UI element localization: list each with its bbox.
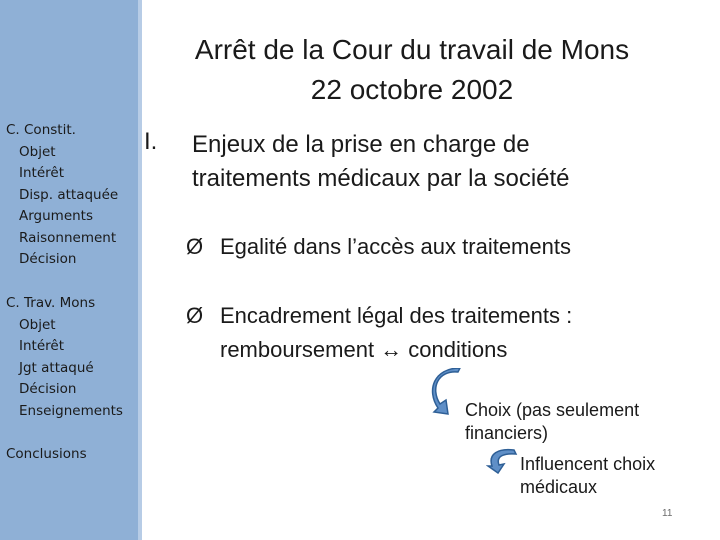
section-number: I.: [144, 128, 158, 155]
bullet-arrow-icon: Ø: [186, 234, 204, 259]
subpoint-2-line2: médicaux: [520, 477, 598, 497]
nav-item-objet[interactable]: Objet: [19, 316, 56, 333]
nav-item-interet[interactable]: Intérêt: [19, 165, 64, 181]
nav-heading-conclusions[interactable]: Conclusions: [6, 446, 87, 462]
nav-item-arguments[interactable]: Arguments: [19, 208, 94, 224]
slide-title-line1: Arrêt de la Cour du travail de Mons: [194, 34, 630, 65]
slide-title-line2: 22 octobre 2002: [310, 74, 514, 105]
bullet-text-line2: remboursement ↔ conditions: [220, 337, 508, 362]
subpoint-1-line2: financiers): [465, 423, 549, 443]
nav-heading-trav-mons[interactable]: C. Trav. Mons: [6, 295, 96, 311]
curved-arrow-icon: [486, 448, 520, 474]
nav-item-jgt-attaque[interactable]: Jgt attaqué: [19, 359, 94, 376]
page-number: 11: [662, 508, 673, 519]
nav-heading-constit[interactable]: C. Constit.: [6, 122, 76, 138]
nav-item-objet[interactable]: Objet: [19, 143, 56, 160]
nav-item-decision[interactable]: Décision: [19, 251, 77, 267]
bullet-item: [186, 299, 646, 369]
bullet-arrow-icon: Ø: [186, 303, 204, 328]
nav-item-enseignements[interactable]: Enseignements: [19, 402, 123, 419]
nav-item-disp-attaquee[interactable]: Disp. attaquée: [19, 186, 119, 203]
nav-group-constit: [6, 120, 118, 271]
section-heading: Enjeux de la prise en charge de traitements médicaux par la société: [192, 131, 570, 192]
subpoint-1: [465, 399, 639, 445]
curved-arrow-icon: [428, 368, 470, 416]
bullet-item: [186, 230, 646, 264]
subpoint-2: [520, 453, 655, 499]
nav-group-trav-mons: [6, 293, 123, 422]
nav-item-decision[interactable]: Décision: [19, 381, 77, 397]
bullet-text: Egalité dans l’accès aux traitements: [220, 234, 571, 259]
subpoint-1-line1: Choix (pas seulement: [465, 400, 640, 420]
slide-title: [142, 30, 682, 110]
nav-group-conclusions: [6, 444, 87, 466]
nav-item-interet[interactable]: Intérêt: [19, 338, 64, 354]
nav-item-raisonnement[interactable]: Raisonnement: [19, 229, 117, 246]
subpoint-2-line1: Influencent choix: [520, 454, 656, 474]
bullet-text-line1: Encadrement légal des traitements :: [220, 303, 573, 328]
